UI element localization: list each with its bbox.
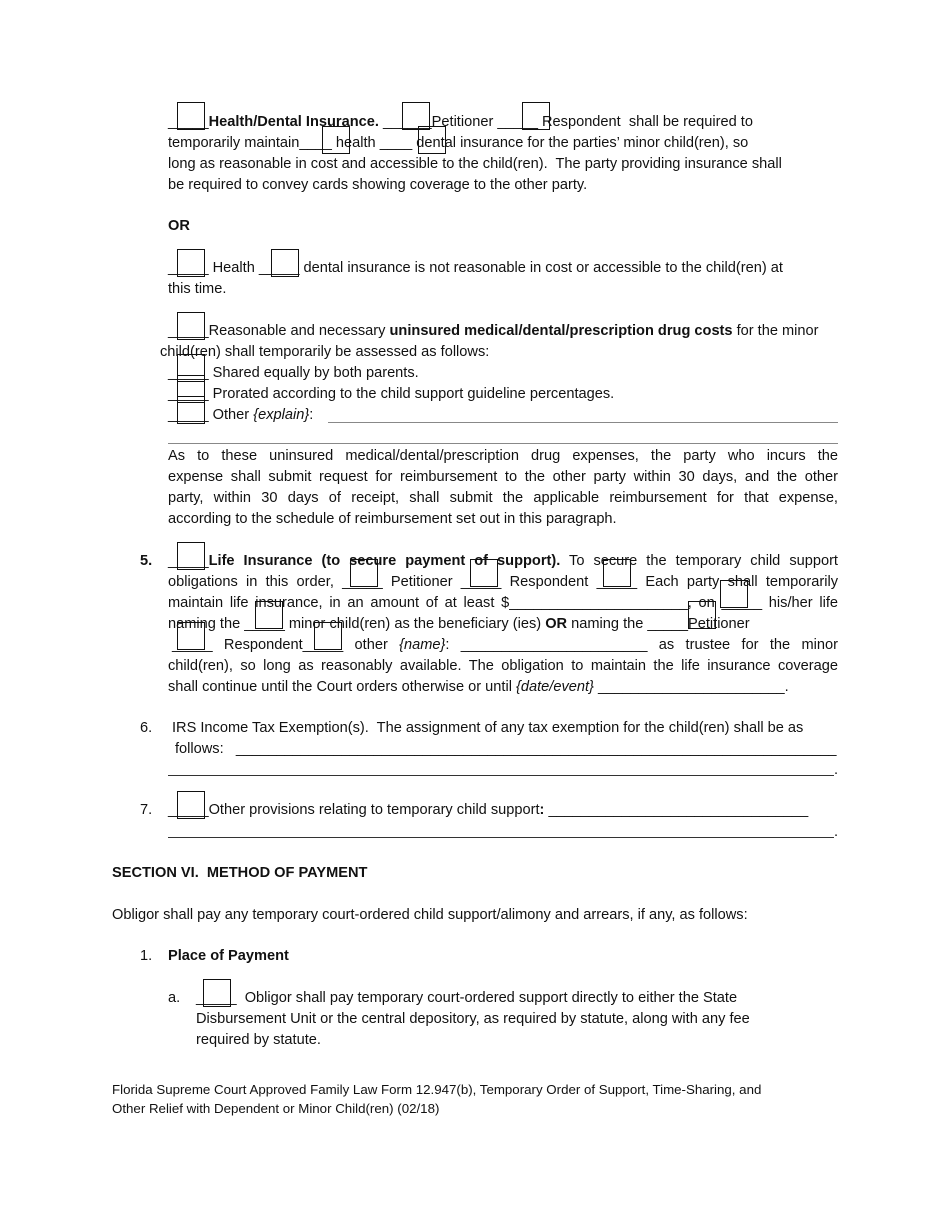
- health-dental-line-1: _____Health/Dental Insurance. ______Petitioner _____ Respondent shall be required to: [168, 114, 753, 130]
- irs-end-period: .: [834, 762, 839, 778]
- item-6-number: 6.: [140, 720, 153, 736]
- health-insurance-checkbox[interactable]: [322, 126, 350, 154]
- dental-insurance-checkbox[interactable]: [418, 126, 446, 154]
- dental-not-reasonable-checkbox[interactable]: [271, 249, 299, 277]
- reimbursement-line-2: expense shall submit request for reimbursement to the other party within 30 days, and the other: [168, 469, 838, 485]
- health-not-reasonable-checkbox[interactable]: [177, 249, 205, 277]
- life-insurance-line-6: child(ren), so long as reasonably available. The obligation to maintain the life insurance coverage: [168, 658, 838, 674]
- reimbursement-line-4: according to the schedule of reimbursement set out in this paragraph.: [168, 511, 617, 527]
- irs-line-1: IRS Income Tax Exemption(s). The assignment of any tax exemption for the child(ren) shall be as: [172, 720, 804, 736]
- not-reasonable-line-1: _____ Health _____ dental insurance is not reasonable in cost or accessible to the child(ren) at: [168, 260, 783, 276]
- not-reasonable-line-2: this time.: [168, 281, 227, 297]
- health-dental-line-2: temporarily maintain____ health ____ dental insurance for the parties’ minor child(ren), so: [168, 135, 749, 151]
- footer-line-1: Florida Supreme Court Approved Family Law Form 12.947(b), Temporary Order of Support, Time-Sharing, and: [112, 1082, 762, 1097]
- other-provisions-end-period: .: [834, 824, 839, 840]
- minor-children-beneficiary-checkbox[interactable]: [255, 601, 283, 629]
- other-provisions-line: _____Other provisions relating to temporary child support: ________________________________: [168, 802, 809, 818]
- shared-equally-option: _____ Shared equally by both parents.: [168, 365, 419, 381]
- state-disbursement-checkbox[interactable]: [203, 979, 231, 1007]
- irs-follows-field[interactable]: [168, 775, 834, 776]
- health-dental-line-4: be required to convey cards showing coverage to the other party.: [168, 177, 588, 193]
- payment-option-a-line-2: Disbursement Unit or the central depository, as required by statute, along with any fee: [196, 1011, 750, 1027]
- or-label: OR: [168, 218, 190, 234]
- his-her-life-checkbox[interactable]: [720, 580, 748, 608]
- uninsured-line-1: _____Reasonable and necessary uninsured medical/dental/prescription drug costs for the minor: [168, 323, 819, 339]
- item-7-number: 7.: [140, 802, 153, 818]
- other-explain-option: _____ Other {explain}:: [168, 407, 314, 423]
- health-respondent-checkbox[interactable]: [522, 102, 550, 130]
- life-insurance-line-5: _____ Respondent_____ other {name}: _______________________ as trustee for the minor: [172, 637, 838, 653]
- section-6-title: SECTION VI. METHOD OF PAYMENT: [112, 865, 368, 881]
- place-of-payment-title: Place of Payment: [168, 948, 289, 964]
- reimbursement-line-1: As to these uninsured medical/dental/prescription drug expenses, the party who incurs the: [168, 448, 838, 464]
- payment-option-a-line-3: required by statute.: [196, 1032, 321, 1048]
- reimbursement-line-3: party, within 30 days of receipt, shall submit the applicable reimbursement for that expense,: [168, 490, 838, 506]
- trustee-petitioner-checkbox[interactable]: [688, 601, 716, 629]
- health-dental-checkbox[interactable]: [177, 102, 205, 130]
- irs-line-2: follows: __________________________________________________________________________: [175, 741, 837, 757]
- item-5-number: 5.: [140, 553, 153, 569]
- other-explain-field-line-2[interactable]: [168, 443, 838, 444]
- life-insurance-line-1: _____Life Insurance (to secure payment of support). To secure the temporary child support: [168, 553, 838, 569]
- uninsured-line-2: child(ren) shall temporarily be assessed as follows:: [160, 344, 490, 360]
- life-insurance-line-4: naming the _____ minor child(ren) as the beneficiary (ies) OR naming the _____Petitioner: [168, 616, 750, 632]
- other-explain-field[interactable]: [328, 422, 838, 423]
- item-a-label: a.: [168, 990, 181, 1006]
- item-1-number: 1.: [140, 948, 153, 964]
- other-provisions-checkbox[interactable]: [177, 791, 205, 819]
- payment-option-a-line-1: _____ Obligor shall pay temporary court-ordered support directly to either the State: [196, 990, 738, 1006]
- life-insurance-line-3: maintain life insurance, in an amount of at least $______________________, on _____ his/her life: [168, 595, 838, 611]
- uninsured-costs-checkbox[interactable]: [177, 312, 205, 340]
- trustee-other-checkbox[interactable]: [314, 622, 342, 650]
- prorated-option: _____ Prorated according to the child support guideline percentages.: [168, 386, 615, 402]
- life-insurance-line-2: obligations in this order, _____ Petitioner _____ Respondent _____ Each party shall temporarily: [168, 574, 838, 590]
- footer-line-2: Other Relief with Dependent or Minor Child(ren) (02/18): [112, 1101, 440, 1116]
- life-respondent-checkbox[interactable]: [470, 559, 498, 587]
- life-petitioner-checkbox[interactable]: [350, 559, 378, 587]
- life-insurance-checkbox[interactable]: [177, 542, 205, 570]
- life-insurance-line-7: shall continue until the Court orders otherwise or until {date/event} _______________________.: [168, 679, 789, 695]
- health-dental-line-3: long as reasonable in cost and accessible to the child(ren). The party providing insurance shall: [168, 156, 782, 172]
- trustee-respondent-checkbox[interactable]: [177, 622, 205, 650]
- section-6-intro: Obligor shall pay any temporary court-ordered child support/alimony and arrears, if any, as follows:: [112, 907, 748, 923]
- life-each-party-checkbox[interactable]: [603, 559, 631, 587]
- other-provisions-field[interactable]: [168, 837, 834, 838]
- other-explain-checkbox[interactable]: [177, 396, 205, 424]
